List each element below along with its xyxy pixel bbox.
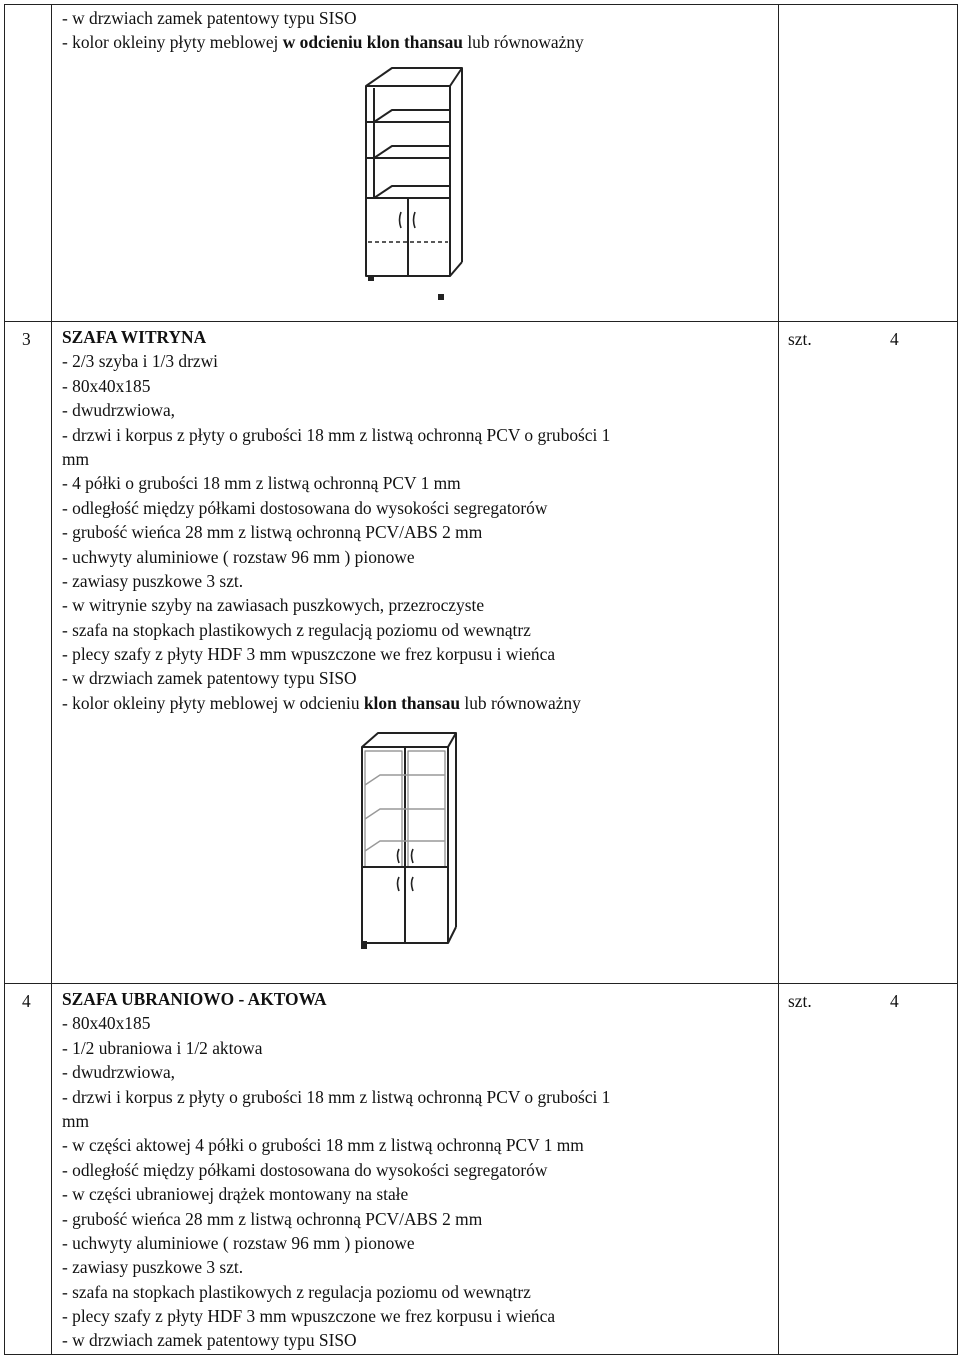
description-line	[62, 325, 610, 349]
text-run: - w drzwiach zamek patentowy typu SISO	[62, 1330, 357, 1351]
row-number-4: 4	[22, 991, 31, 1011]
row-divider-4	[4, 983, 958, 984]
glass-door-cabinet-icon	[352, 727, 462, 952]
text-run: - szafa na stopkach plastikowych z regulacją poziomu od wewnątrz	[62, 619, 531, 640]
text-run: - dwudrzwiowa,	[62, 1062, 176, 1083]
bold-text: SZAFA UBRANIOWO - AKTOWA	[62, 989, 327, 1009]
text-run: - 4 półki o grubości 18 mm z listwą ochronną PCV 1 mm	[62, 473, 461, 494]
quantity-value: 4	[890, 329, 899, 349]
text-run: - odległość między półkami dostosowana do wysokości segregatorów	[62, 1159, 548, 1180]
description-line	[62, 593, 610, 617]
description-line	[62, 691, 610, 715]
text-run: - kolor okleiny płyty meblowej w odcieniu	[62, 692, 364, 713]
bookcase-with-lower-doors-icon	[352, 62, 472, 302]
description-line	[62, 1011, 610, 1035]
description-line	[62, 1231, 610, 1255]
description-line	[62, 423, 610, 447]
description-line	[62, 398, 610, 422]
text-run: - w witrynie szyby na zawiasach puszkowych, przezroczyste	[62, 595, 485, 616]
description-line	[62, 666, 610, 690]
description-line	[62, 569, 610, 593]
table-border-bottom	[4, 1354, 958, 1355]
description-line	[62, 642, 610, 666]
description-line	[62, 987, 610, 1011]
description-line	[62, 496, 610, 520]
text-run: - drzwi i korpus z płyty o grubości 18 mm z listwą ochronną PCV o grubości 1	[62, 424, 611, 445]
text-run: - 1/2 ubraniowa i 1/2 aktowa	[62, 1037, 263, 1058]
text-run: - 80x40x185	[62, 1013, 151, 1034]
description-line	[62, 1207, 610, 1231]
text-run: - drzwi i korpus z płyty o grubości 18 mm z listwą ochronną PCV o grubości 1	[62, 1086, 611, 1107]
description-line	[62, 1304, 610, 1328]
text-run: - 80x40x185	[62, 375, 151, 396]
table-border-top	[4, 4, 958, 5]
text-run: - plecy szafy z płyty HDF 3 mm wpuszczone we frez korpusu i wieńca	[62, 644, 556, 665]
text-run: - uchwyty aluminiowe ( rozstaw 96 mm ) pionowe	[62, 546, 415, 567]
description-line	[62, 447, 610, 471]
bold-text: klon thansau	[363, 692, 461, 713]
unit-label: szt.	[788, 329, 812, 349]
description-line	[62, 1133, 610, 1157]
description-line	[62, 349, 610, 373]
description-line	[62, 1255, 610, 1279]
table-border-right	[957, 4, 958, 1354]
description-line	[62, 1158, 610, 1182]
description-line	[62, 6, 584, 30]
description-line	[62, 545, 610, 569]
row-continued-description	[62, 6, 584, 55]
description-line	[62, 1060, 610, 1084]
description-line	[62, 1085, 610, 1109]
text-run: lub równoważny	[462, 32, 584, 53]
text-run: - w drzwiach zamek patentowy typu SISO	[62, 8, 357, 28]
text-run: - uchwyty aluminiowe ( rozstaw 96 mm ) pionowe	[62, 1232, 415, 1253]
row-number-3: 3	[22, 329, 31, 349]
row-4-description	[62, 987, 610, 1353]
text-run: - szafa na stopkach plastikowych z regulacja poziomu od wewnątrz	[62, 1281, 531, 1302]
text-run: - dwudrzwiowa,	[62, 400, 176, 421]
text-run: - zawiasy puszkowe 3 szt.	[62, 570, 244, 591]
description-line	[62, 471, 610, 495]
bold-text: w odcieniu klon thansau	[282, 32, 463, 53]
table-border-left	[4, 4, 5, 1354]
description-line	[62, 1328, 610, 1352]
text-run: lub równoważny	[460, 692, 581, 713]
text-run: - grubość wieńca 28 mm z listwą ochronną PCV/ABS 2 mm	[62, 522, 483, 543]
text-run: - zawiasy puszkowe 3 szt.	[62, 1257, 244, 1278]
text-run: mm	[62, 448, 90, 469]
unit-label: szt.	[788, 991, 812, 1011]
quantity-value: 4	[890, 991, 899, 1011]
text-run: - w drzwiach zamek patentowy typu SISO	[62, 668, 357, 689]
column-divider-unit	[778, 4, 779, 1354]
description-line	[62, 1109, 610, 1133]
description-line	[62, 520, 610, 544]
description-line	[62, 374, 610, 398]
text-run: mm	[62, 1110, 90, 1131]
row-3-description	[62, 325, 610, 715]
row-divider-3	[4, 321, 958, 322]
text-run: - kolor okleiny płyty meblowej	[62, 32, 283, 53]
column-divider-number	[51, 4, 52, 1354]
description-line	[62, 30, 584, 54]
description-line	[62, 618, 610, 642]
text-run: - 2/3 szyba i 1/3 drzwi	[62, 351, 218, 372]
bold-text: SZAFA WITRYNA	[62, 327, 207, 347]
text-run: - plecy szafy z płyty HDF 3 mm wpuszczone we frez korpusu i wieńca	[62, 1306, 556, 1327]
text-run: - odległość między półkami dostosowana do wysokości segregatorów	[62, 497, 548, 518]
text-run: - grubość wieńca 28 mm z listwą ochronną PCV/ABS 2 mm	[62, 1208, 483, 1229]
text-run: - w części aktowej 4 półki o grubości 18 mm z listwą ochronną PCV 1 mm	[62, 1135, 584, 1156]
description-line	[62, 1182, 610, 1206]
description-line	[62, 1280, 610, 1304]
text-run: - w części ubraniowej drążek montowany na stałe	[62, 1184, 409, 1205]
description-line	[62, 1036, 610, 1060]
